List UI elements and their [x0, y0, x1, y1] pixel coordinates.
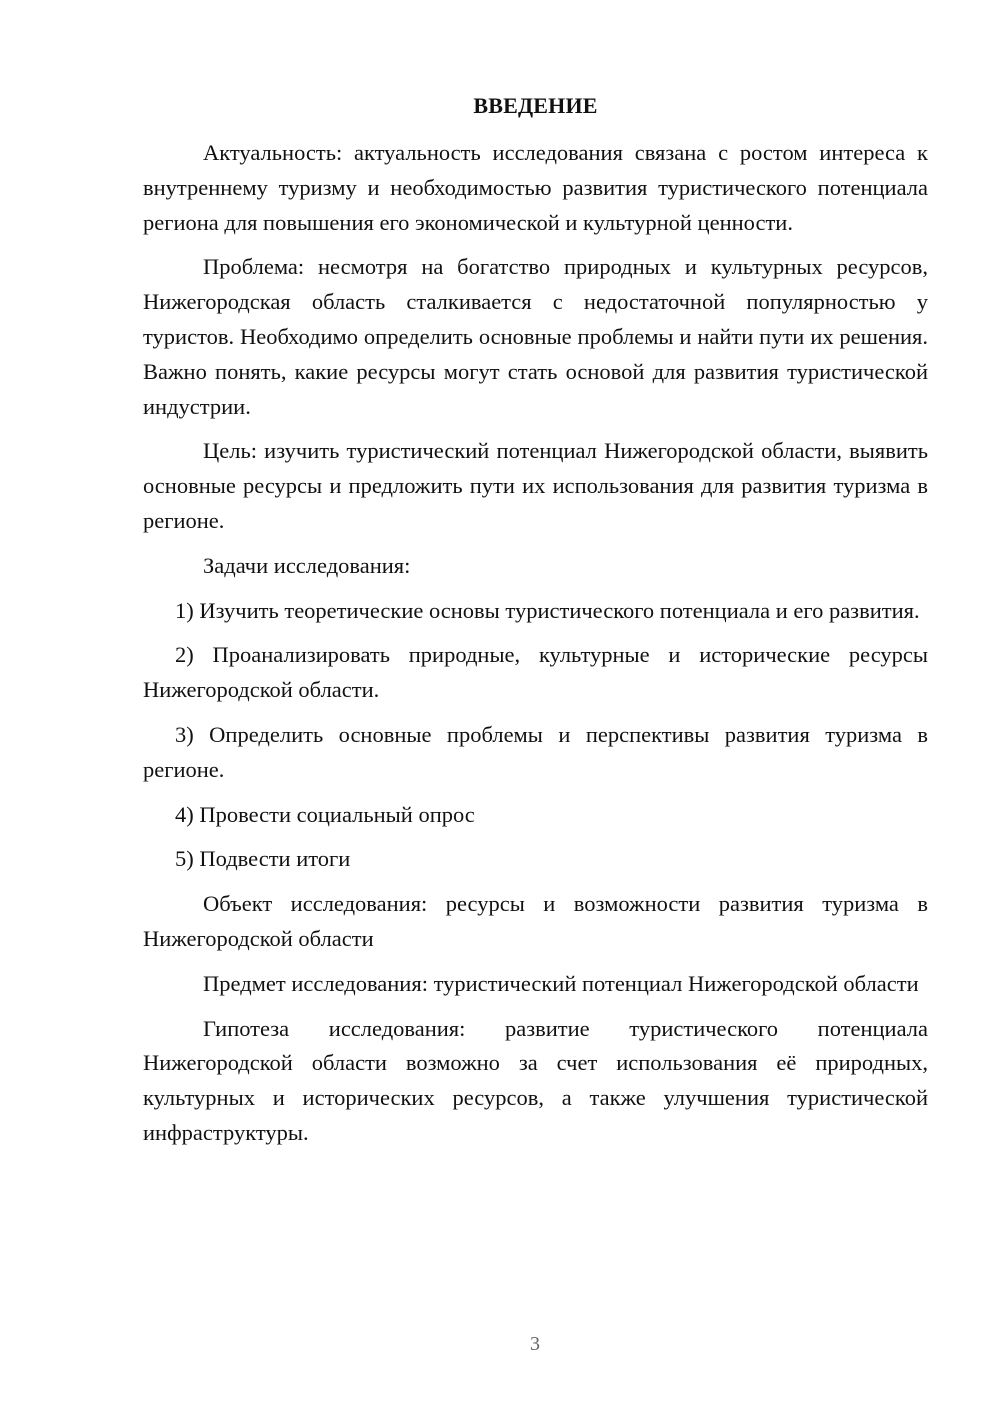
task-item-1: 1) Изучить теоретические основы туристического потенциала и его развития.	[175, 597, 920, 623]
paragraph-problem: Проблема: несмотря на богатство природных и культурных ресурсов, Нижегородская область сталкивается с недостаточной популярностью у туристов. Необходимо определить основные проблемы и найти пути их решения. Важно понять, какие ресурсы могут стать основой для развития туристической индустрии.	[143, 254, 928, 419]
document-page	[143, 92, 928, 1161]
paragraph-object: Объект исследования: ресурсы и возможности развития туризма в Нижегородской области	[143, 891, 928, 951]
paragraph-goal: Цель: изучить туристический потенциал Нижегородской области, выявить основные ресурсы и предложить пути их использования для развития туризма в регионе.	[143, 438, 928, 533]
task-item-2: 2) Проанализировать природные, культурные и исторические ресурсы Нижегородской области.	[143, 642, 928, 703]
paragraph-subject: Предмет исследования: туристический потенциал Нижегородской области	[203, 970, 919, 996]
page-title: ВВЕДЕНИЕ	[473, 93, 598, 118]
paragraph-tasks-heading: Задачи исследования:	[203, 552, 411, 578]
task-item-5: 5) Подвести итоги	[175, 846, 351, 872]
paragraph-hypothesis: Гипотеза исследования: развитие туристического потенциала Нижегородской области возможно за счет использования её природных, культурных и исторических ресурсов, а также улучшения туристической инфраструктуры.	[143, 1015, 928, 1145]
page-number: 3	[530, 1333, 540, 1355]
task-item-3: 3) Определить основные проблемы и перспективы развития туризма в регионе.	[143, 721, 928, 782]
paragraph-relevance: Актуальность: актуальность исследования связана с ростом интереса к внутреннему туризму и необходимостью развития туристического потенциала региона для повышения его экономической и культурной ценности.	[143, 140, 928, 235]
task-item-4: 4) Провести социальный опрос	[175, 801, 475, 827]
